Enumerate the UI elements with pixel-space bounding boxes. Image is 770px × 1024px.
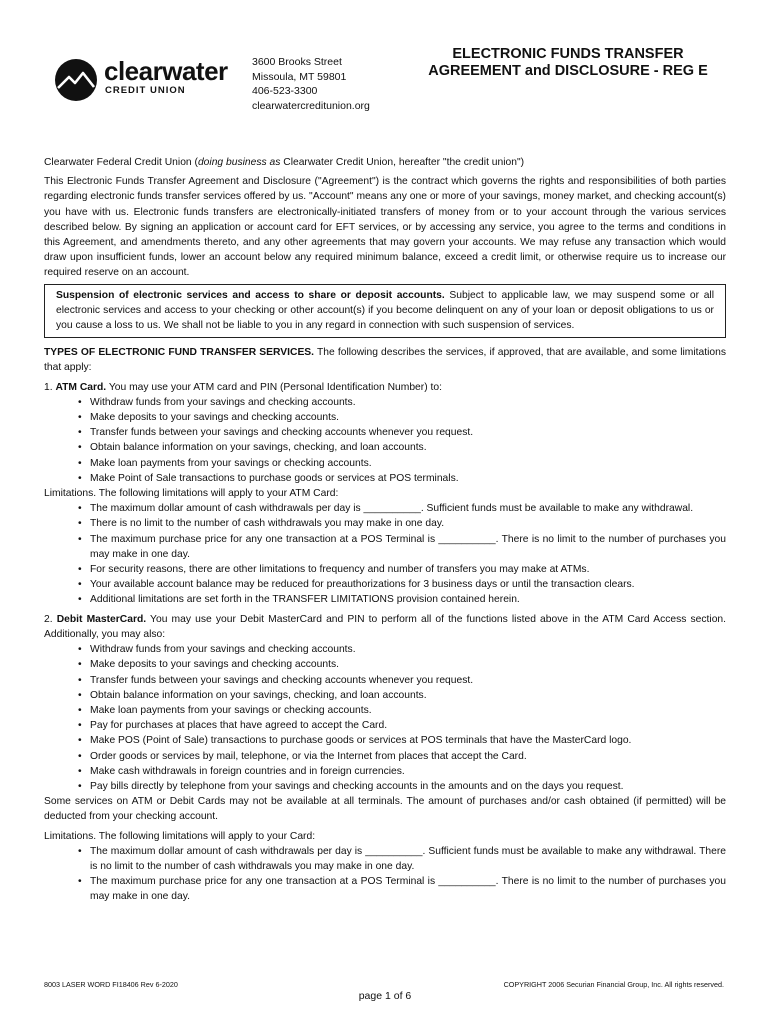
list-item: • Withdraw funds from your savings and checking accounts. <box>78 395 726 410</box>
list-item: • Your available account balance may be reduced for preauthorizations for 3 business days or until the transaction clears. <box>78 577 726 592</box>
logo-wordmark: clearwater <box>104 56 228 86</box>
page-number: page 1 of 6 <box>358 990 412 1002</box>
list-item: • Make Point of Sale transactions to purchase goods or services at POS terminals. <box>78 471 726 486</box>
form-number: 8003 LASER WORD FI18406 Rev 6-2020 <box>44 980 178 989</box>
list-item: • Obtain balance information on your savings, checking, and loan accounts. <box>78 688 726 703</box>
dba-line <box>44 155 726 170</box>
types-text: The following describes the services, if approved, that are available, and some limitations that apply: <box>44 347 727 374</box>
list-item: • Make deposits to your savings and checking accounts. <box>78 657 726 672</box>
list-item: • Make loan payments from your savings or checking accounts. <box>78 456 726 471</box>
types-heading: TYPES OF ELECTRONIC FUND TRANSFER SERVICES. <box>44 347 315 359</box>
atm-card-section-intro <box>44 380 726 395</box>
suspension-heading: Suspension of electronic services and access to share or deposit accounts. <box>56 289 445 301</box>
list-item: • Obtain balance information on your savings, checking, and loan accounts. <box>78 440 726 455</box>
debit-heading: Debit MasterCard. <box>56 613 147 625</box>
list-item: • Make POS (Point of Sale) transactions to purchase goods or services at POS terminals that have the MasterCard logo. <box>78 733 726 748</box>
list-item: • Pay for purchases at places that have agreed to accept the Card. <box>78 718 726 733</box>
list-item: • Pay bills directly by telephone from your savings and checking accounts in the amounts and on the days you request. <box>78 779 726 794</box>
list-item: • Additional limitations are set forth in the TRANSFER LIMITATIONS provision contained herein. <box>78 592 726 607</box>
list-item: • The maximum purchase price for any one transaction at a POS Terminal is __________. There is no limit to the number of purchases you may make in one day. <box>78 532 726 562</box>
intro-paragraph: This Electronic Funds Transfer Agreement and Disclosure ("Agreement") is the contract which governs the rights and responsibilities of both parties regarding electronic funds transfer services offered by us. "Account" means any one or more of your savings, money market, and checking account(s) you have with us. Electronic funds transfers are electronically-initiated transfers of money from or to your account through the various services described below. By signing an application or account card for EFT services, or by accessing any service, you agree to the terms and conditions in this Agreement, and amendments thereto, and any other agreements that may govern your accounts. We may refuse any transaction which would draw upon insufficient funds, lower an account below any required minimum balance, exceed a credit limit, or otherwise require us to increase our required reserve on an account. <box>44 176 726 279</box>
list-item: • Make deposits to your savings and checking accounts. <box>78 410 726 425</box>
title-line-1: ELECTRONIC FUNDS TRANSFER <box>452 46 684 62</box>
list-item: • The maximum purchase price for any one transaction at a POS Terminal is __________. There is no limit to the number of purchases you may make in one day. <box>78 874 726 904</box>
atm-heading: ATM Card. <box>55 381 107 393</box>
list-item: • There is no limit to the number of cash withdrawals you may make in one day. <box>78 516 726 531</box>
debit-services-list <box>44 642 726 794</box>
list-item: • Transfer funds between your savings and checking accounts whenever you request. <box>78 425 726 440</box>
list-item: • Make loan payments from your savings or checking accounts. <box>78 703 726 718</box>
address-website: clearwatercreditunion.org <box>252 99 370 112</box>
list-item: • Withdraw funds from your savings and checking accounts. <box>78 642 726 657</box>
list-item: • Make cash withdrawals in foreign countries and in foreign currencies. <box>78 764 726 779</box>
list-item: • Order goods or services by mail, telephone, or via the Internet from places that accept the Card. <box>78 749 726 764</box>
atm-limitations-intro: Limitations. The following limitations will apply to your ATM Card: <box>44 488 339 500</box>
copyright-notice: COPYRIGHT 2006 Securian Financial Group, Inc. All rights reserved. <box>503 980 724 989</box>
suspension-text: Subject to applicable law, we may suspend some or all electronic services and access to your checking or other account(s) if you become delinquent on any of your loan or deposit obligations to us or you cause a loss to us. We shall not be liable to you in any regard in connection with such suspension of services. <box>56 289 714 332</box>
debit-limitations-intro: Limitations. The following limitations will apply to your Card: <box>44 830 316 842</box>
dba-emphasis: doing business as <box>197 157 281 168</box>
atm-number: 1. <box>44 381 56 393</box>
clearwater-logo <box>54 58 244 102</box>
debit-availability-note: Some services on ATM or Debit Cards may not be available at all terminals. The amount of purchases and/or cash obtained (if permitted) will be deducted from your checking account. <box>44 796 726 823</box>
atm-services-list <box>44 395 726 486</box>
address-street: 3600 Brooks Street <box>252 56 342 68</box>
logo-mark-icon <box>54 58 98 102</box>
suspension-notice-box <box>44 284 726 339</box>
debit-text: You may use your Debit MasterCard and PIN to perform all of the functions listed above in the ATM Card Access section. Additionally, you may also: <box>44 613 727 640</box>
atm-text: You may use your ATM card and PIN (Personal Identification Number) to: <box>106 381 442 393</box>
logo-subtitle: CREDIT UNION <box>105 85 186 96</box>
atm-limitations-list <box>44 501 726 607</box>
address-city: Missoula, MT 59801 <box>252 70 347 83</box>
debit-number: 2. <box>44 613 57 625</box>
list-item: • The maximum dollar amount of cash withdrawals per day is __________. Sufficient funds must be available to make any withdrawal. There is no limit to the number of cash withdrawals you may make in one day. <box>78 844 726 874</box>
list-item: • Transfer funds between your savings and checking accounts whenever you request. <box>78 673 726 688</box>
address-phone: 406-523-3300 <box>252 85 318 97</box>
title-line-2: AGREEMENT and DISCLOSURE - REG E <box>428 62 708 79</box>
document-body <box>44 155 726 905</box>
list-item: • The maximum dollar amount of cash withdrawals per day is __________. Sufficient funds must be available to make any withdrawal. <box>78 501 726 516</box>
address-block <box>252 55 370 113</box>
debit-card-section-intro <box>44 612 726 642</box>
types-paragraph <box>44 345 726 375</box>
debit-limitations-list <box>44 844 726 905</box>
list-item: • For security reasons, there are other limitations to frequency and number of transfers you may make at ATMs. <box>78 562 726 577</box>
document-title <box>408 46 728 79</box>
dba-pre: Clearwater Federal Credit Union ( <box>44 157 198 168</box>
dba-post: Clearwater Credit Union, hereafter "the credit union") <box>280 157 525 168</box>
